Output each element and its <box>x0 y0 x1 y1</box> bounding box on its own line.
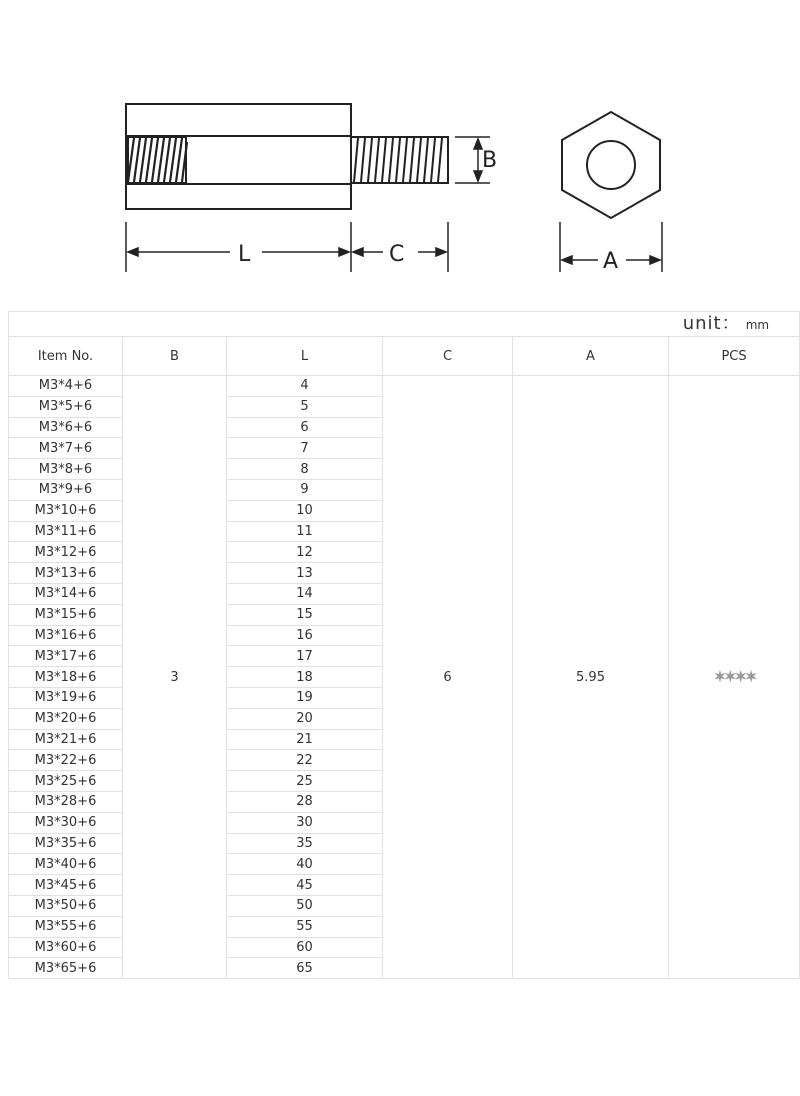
table-header-row <box>9 337 800 376</box>
item-no-cell: M3*8+6 <box>9 459 123 480</box>
item-no-cell: M3*16+6 <box>9 625 123 646</box>
l-value-cell: 18 <box>227 667 383 688</box>
l-value-cell: 17 <box>227 646 383 667</box>
item-no-cell: M3*60+6 <box>9 937 123 958</box>
header-pcs: PCS <box>669 337 800 376</box>
standoff-diagram <box>0 0 800 300</box>
header-b: B <box>123 337 227 376</box>
l-value-cell: 13 <box>227 563 383 584</box>
spec-table <box>8 311 800 979</box>
l-value-cell: 28 <box>227 791 383 812</box>
item-no-cell: M3*13+6 <box>9 563 123 584</box>
l-value-cell: 45 <box>227 875 383 896</box>
item-no-cell: M3*4+6 <box>9 376 123 397</box>
table-row <box>9 376 800 397</box>
item-no-cell: M3*21+6 <box>9 729 123 750</box>
l-value-cell: 21 <box>227 729 383 750</box>
item-no-cell: M3*40+6 <box>9 854 123 875</box>
label-b: B <box>482 148 498 173</box>
standoff-body <box>126 104 351 209</box>
l-value-cell: 12 <box>227 542 383 563</box>
item-no-cell: M3*9+6 <box>9 479 123 500</box>
item-no-cell: M3*45+6 <box>9 875 123 896</box>
unit-row <box>9 312 800 337</box>
l-value-cell: 15 <box>227 604 383 625</box>
l-value-cell: 4 <box>227 376 383 397</box>
l-value-cell: 11 <box>227 521 383 542</box>
label-l: L <box>238 242 251 267</box>
item-no-cell: M3*10+6 <box>9 500 123 521</box>
item-no-cell: M3*12+6 <box>9 542 123 563</box>
hex-end-view <box>562 112 660 218</box>
l-value-cell: 65 <box>227 958 383 979</box>
l-value-cell: 9 <box>227 479 383 500</box>
header-item-no: Item No. <box>9 337 123 376</box>
item-no-cell: M3*35+6 <box>9 833 123 854</box>
l-value-cell: 5 <box>227 396 383 417</box>
l-value-cell: 20 <box>227 708 383 729</box>
l-value-cell: 55 <box>227 916 383 937</box>
label-a: A <box>603 249 619 274</box>
external-thread <box>351 137 448 183</box>
item-no-cell: M3*7+6 <box>9 438 123 459</box>
item-no-cell: M3*30+6 <box>9 812 123 833</box>
item-no-cell: M3*18+6 <box>9 667 123 688</box>
item-no-cell: M3*22+6 <box>9 750 123 771</box>
pcs-stars: ✶✶✶✶ <box>713 666 755 686</box>
l-value-cell: 16 <box>227 625 383 646</box>
l-value-cell: 6 <box>227 417 383 438</box>
header-l: L <box>227 337 383 376</box>
item-no-cell: M3*11+6 <box>9 521 123 542</box>
l-value-cell: 60 <box>227 937 383 958</box>
item-no-cell: M3*5+6 <box>9 396 123 417</box>
pcs-value-cell <box>669 376 800 979</box>
a-value-cell: 5.95 <box>513 376 669 979</box>
l-value-cell: 7 <box>227 438 383 459</box>
l-value-cell: 19 <box>227 687 383 708</box>
unit-value: mm <box>745 317 770 332</box>
l-value-cell: 40 <box>227 854 383 875</box>
l-value-cell: 30 <box>227 812 383 833</box>
l-value-cell: 25 <box>227 771 383 792</box>
item-no-cell: M3*19+6 <box>9 687 123 708</box>
item-no-cell: M3*15+6 <box>9 604 123 625</box>
b-value-cell: 3 <box>123 376 227 979</box>
l-value-cell: 8 <box>227 459 383 480</box>
item-no-cell: M3*25+6 <box>9 771 123 792</box>
item-no-cell: M3*65+6 <box>9 958 123 979</box>
l-value-cell: 10 <box>227 500 383 521</box>
l-value-cell: 14 <box>227 583 383 604</box>
l-value-cell: 35 <box>227 833 383 854</box>
item-no-cell: M3*50+6 <box>9 895 123 916</box>
l-value-cell: 50 <box>227 895 383 916</box>
label-c: C <box>389 242 405 267</box>
l-value-cell: 22 <box>227 750 383 771</box>
unit-label: unit： <box>682 312 741 334</box>
item-no-cell: M3*20+6 <box>9 708 123 729</box>
item-no-cell: M3*14+6 <box>9 583 123 604</box>
item-no-cell: M3*17+6 <box>9 646 123 667</box>
c-value-cell: 6 <box>383 376 513 979</box>
header-c: C <box>383 337 513 376</box>
unit-cell <box>9 312 800 337</box>
header-a: A <box>513 337 669 376</box>
item-no-cell: M3*28+6 <box>9 791 123 812</box>
item-no-cell: M3*6+6 <box>9 417 123 438</box>
item-no-cell: M3*55+6 <box>9 916 123 937</box>
